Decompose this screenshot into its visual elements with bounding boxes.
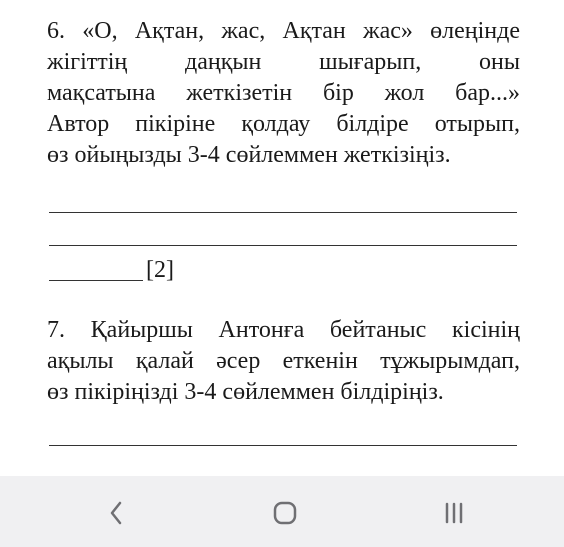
recent-apps-icon bbox=[441, 500, 467, 526]
question-6-line-5: өз ойыңызды 3-4 сөйлеммен жеткізіңіз. bbox=[47, 142, 451, 168]
question-6-line-3: мақсатына жеткізетін бір жол бар...» bbox=[47, 80, 520, 106]
answer-line-4[interactable] bbox=[49, 445, 517, 446]
chevron-left-icon bbox=[107, 499, 125, 527]
answer-line-3[interactable] bbox=[49, 280, 143, 281]
answer-line-2[interactable] bbox=[49, 245, 517, 246]
question-6-line-1: 6. «О, Ақтан, жас, Ақтан жас» өлеңінде bbox=[47, 18, 520, 44]
home-icon bbox=[271, 499, 299, 527]
question-6-line-2: жігіттің даңқын шығарып, оны bbox=[47, 49, 520, 75]
question-7-line-1: 7. Қайыршы Антонға бейтаныс кісінің bbox=[47, 317, 520, 343]
recent-apps-button[interactable] bbox=[434, 498, 474, 528]
question-7-line-3: өз пікіріңізді 3-4 сөйлеммен білдіріңіз. bbox=[47, 379, 444, 405]
question-7 bbox=[47, 315, 520, 408]
navigation-bar bbox=[0, 476, 564, 547]
question-7-line-2: ақылы қалай әсер еткенін тұжырымдап, bbox=[47, 348, 520, 374]
back-button[interactable] bbox=[96, 498, 136, 528]
question-6 bbox=[47, 16, 520, 171]
home-button[interactable] bbox=[265, 498, 305, 528]
question-6-line-4: Автор пікіріне қолдау білдіре отырып, bbox=[47, 111, 520, 137]
score-mark: [2] bbox=[146, 257, 174, 283]
score-row bbox=[49, 254, 174, 286]
answer-line-1[interactable] bbox=[49, 212, 517, 213]
